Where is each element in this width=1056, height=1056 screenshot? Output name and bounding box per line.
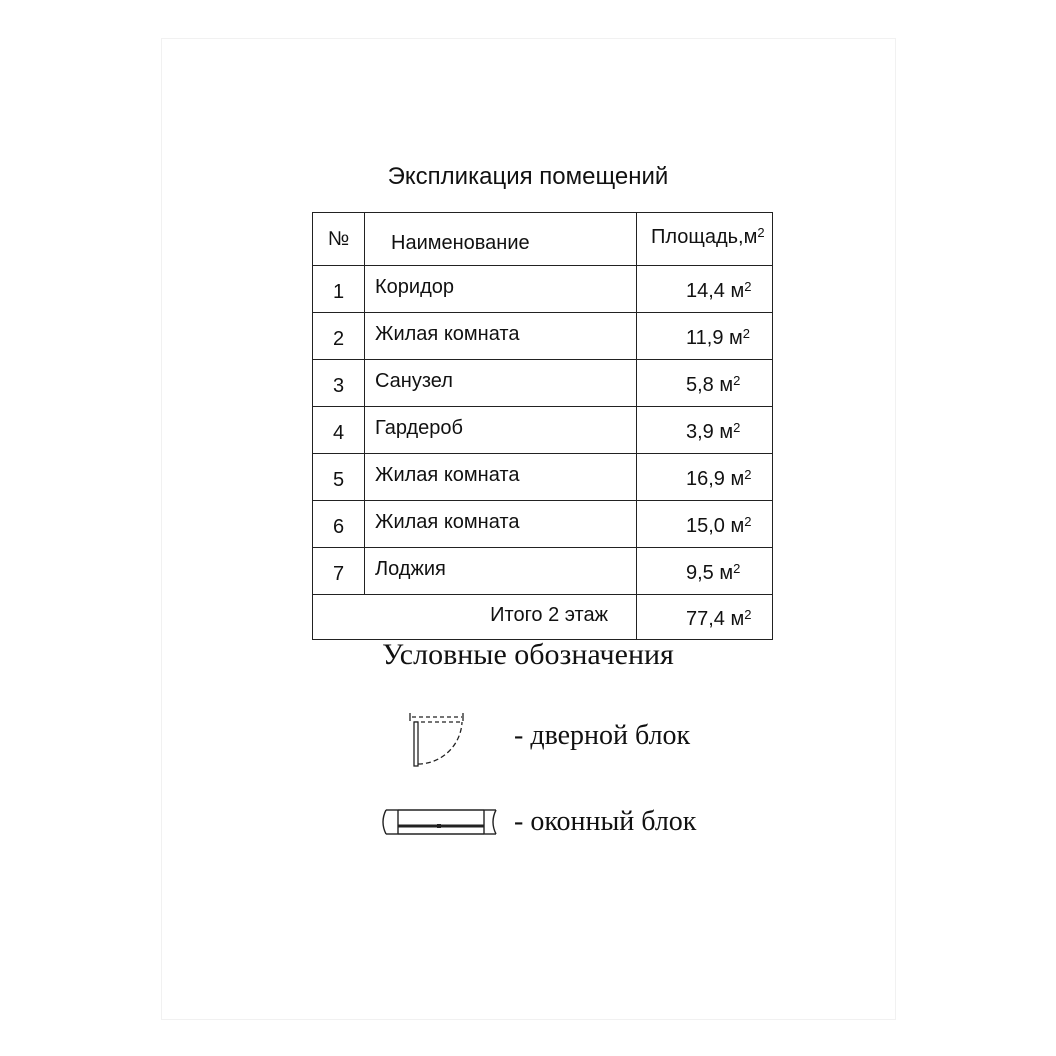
table-row	[313, 548, 773, 595]
room-area-value: 9,5	[686, 562, 714, 584]
room-area-unit: м	[719, 374, 734, 396]
room-area-value: 3,9	[686, 421, 714, 443]
room-area	[637, 407, 773, 454]
room-name: Жилая комната	[365, 454, 637, 501]
room-area	[637, 454, 773, 501]
column-header-area	[637, 213, 773, 266]
room-area	[637, 313, 773, 360]
legend-item-window	[0, 796, 1056, 856]
column-header-area-text: Площадь,м	[651, 226, 758, 248]
total-label: Итого 2 этаж	[313, 595, 637, 640]
total-row	[313, 595, 773, 640]
explication-table	[312, 212, 773, 640]
room-area-unit: м	[719, 421, 734, 443]
door-block-label: - дверной блок	[514, 720, 691, 751]
total-area-unit: м	[730, 608, 745, 630]
table-row	[313, 313, 773, 360]
room-area-unit-sup: 2	[733, 561, 741, 576]
legend-item-door	[0, 706, 1056, 766]
room-name: Санузел	[365, 360, 637, 407]
room-area	[637, 501, 773, 548]
room-area-value: 14,4	[686, 280, 725, 302]
room-area-unit: м	[719, 562, 734, 584]
door-block-icon	[404, 706, 476, 770]
table-row	[313, 360, 773, 407]
room-number: 5	[313, 454, 365, 501]
room-area-value: 5,8	[686, 374, 714, 396]
room-number: 7	[313, 548, 365, 595]
table-header-row	[313, 213, 773, 266]
table-row	[313, 266, 773, 313]
room-number: 2	[313, 313, 365, 360]
room-area-value: 16,9	[686, 468, 725, 490]
explication-title: Экспликация помещений	[387, 163, 669, 190]
room-name: Лоджия	[365, 548, 637, 595]
legend-title: Условные обозначения	[382, 638, 674, 671]
room-area-unit-sup: 2	[744, 279, 752, 294]
room-name: Жилая комната	[365, 313, 637, 360]
room-name: Коридор	[365, 266, 637, 313]
room-area-value: 11,9	[686, 327, 724, 349]
room-number: 1	[313, 266, 365, 313]
room-name: Жилая комната	[365, 501, 637, 548]
room-area-unit-sup: 2	[742, 326, 750, 341]
window-block-icon	[380, 800, 502, 844]
room-number: 4	[313, 407, 365, 454]
column-header-name: Наименование	[365, 213, 637, 266]
room-area-unit-sup: 2	[744, 514, 752, 529]
room-area-unit: м	[730, 468, 745, 490]
room-area	[637, 548, 773, 595]
room-name: Гардероб	[365, 407, 637, 454]
room-area-unit: м	[730, 280, 745, 302]
room-area-unit: м	[729, 327, 743, 349]
total-area-unit-sup: 2	[744, 607, 752, 622]
column-header-number: №	[313, 213, 365, 266]
table-row	[313, 454, 773, 501]
room-area-unit-sup: 2	[744, 467, 752, 482]
room-number: 6	[313, 501, 365, 548]
room-area-value: 15,0	[686, 515, 725, 537]
column-header-area-sup: 2	[757, 225, 765, 240]
room-area	[637, 360, 773, 407]
total-area	[637, 595, 773, 640]
table-row	[313, 407, 773, 454]
room-number: 3	[313, 360, 365, 407]
room-area-unit-sup: 2	[733, 420, 741, 435]
table-row	[313, 501, 773, 548]
room-area	[637, 266, 773, 313]
window-block-label: - оконный блок	[514, 806, 697, 837]
total-area-value: 77,4	[686, 608, 725, 630]
room-area-unit: м	[730, 515, 745, 537]
room-area-unit-sup: 2	[733, 373, 741, 388]
